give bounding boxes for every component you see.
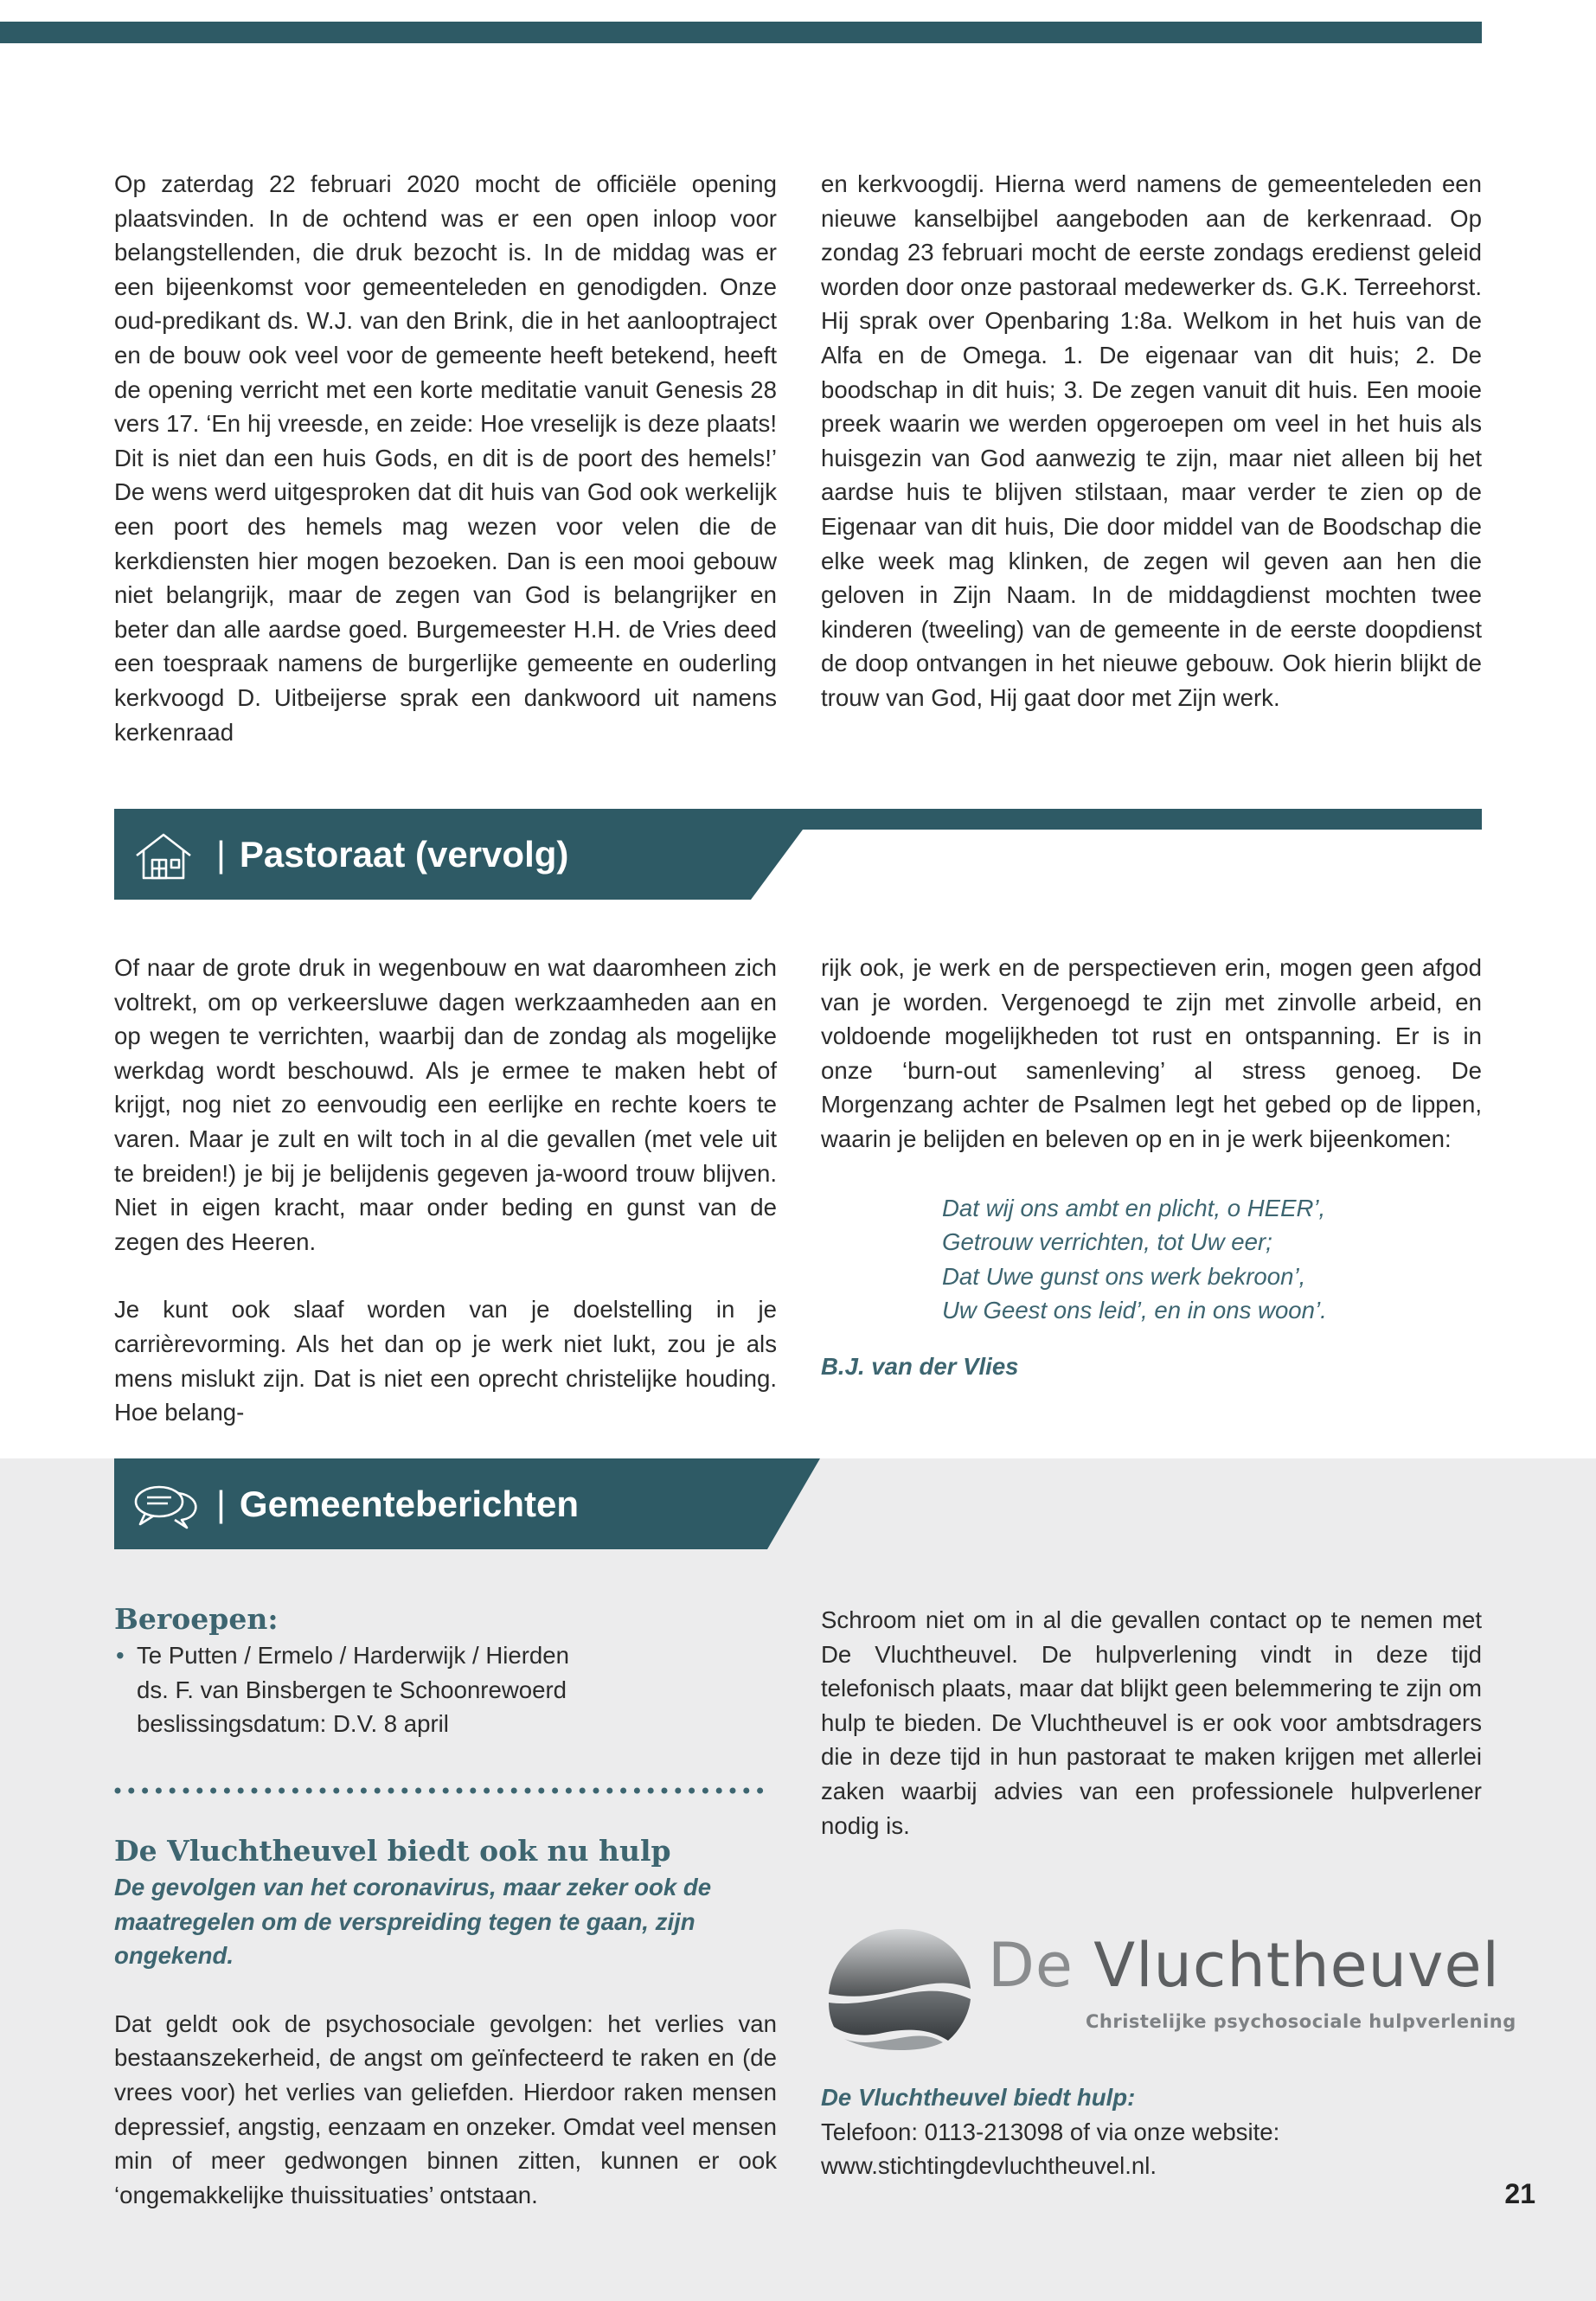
article-left-text: Op zaterdag 22 februari 2020 mocht de officiële opening plaatsvinden. In de ochtend was er een open inloop voor belangstellenden, die druk bezocht is. In de middag was er een bijeenkomst voor gemeenteleden en genodigden. Onze oud-predikant ds. W.J. van den Brink, die in het aanlooptraject en de bouw ook veel voor de gemeente heeft betekend, heeft de opening verricht met een korte meditatie vanuit Genesis 28 vers 17. ‘En hij vreesde, en zeide: Hoe vreselijk is deze plaats! Dit is niet dan een huis Gods, en dit is de poort des hemels!’ De wens werd uitgesproken dat dit huis van God ook werkelijk een poort des hemels mag wezen voor velen die de kerkdiensten hier mogen bezoeken. Dan is een mooi gebouw niet belangrijk, maar de zegen van God is belangrijker en beter dan alle aardse goed. Burgemeester H.H. de Vries deed een toespraak namens de burgerlijke gemeente en ouderling kerkvoogd D. Uitbeijerse sprak een dankwoord uit namens kerkenraad — [114, 170, 777, 746]
vluchtheuvel-body: Dat geldt ook de psychosociale gevolgen: het verlies van bestaanszekerheid, de angst om geïnfecteerd te raken en (de vrees voor) het verlies van geliefden. Hierdoor raken mensen depressief, angstig, eenzaam en onzeker. Omdat veel mensen min of meer gedwongen binnen zitten, kunnen er ook ‘ongemakkelijke thuissituaties’ ontstaan. — [114, 2009, 777, 2208]
logo-wordmark — [988, 1930, 1500, 2001]
article-right-column — [821, 167, 1482, 715]
poem-line: Uw Geest ons leid’, en in ons woon’. — [942, 1297, 1327, 1324]
top-accent-bar — [0, 22, 1482, 43]
pastoraat-left-column — [114, 951, 777, 1430]
beroepen-list — [114, 1638, 777, 1741]
banner-title-text: Gemeenteberichten — [239, 1484, 580, 1524]
poem — [942, 1191, 1482, 1328]
dotted-divider — [114, 1785, 777, 1797]
banner-title-text: Pastoraat (vervolg) — [239, 834, 569, 875]
gemeente-banner-title — [216, 1458, 579, 1549]
gemeente-right-column — [821, 1603, 1482, 1843]
pastoraat-banner-title — [216, 809, 568, 900]
logo-wordmark-main: Vluchtheuvel — [1093, 1930, 1500, 2001]
contact-block — [821, 2080, 1482, 2183]
beroepen-line: Te Putten / Ermelo / Harderwijk / Hierden — [137, 1642, 569, 1669]
pastoraat-right-column — [821, 951, 1482, 1384]
gemeente-banner — [114, 1458, 1482, 1549]
beroepen-line: ds. F. van Binsbergen te Schoonrewoerd — [137, 1676, 567, 1703]
article-left-column — [114, 167, 777, 749]
contact-phone: Telefoon: 0113-213098 of via onze website: — [821, 2118, 1280, 2145]
beroepen-item — [114, 1638, 777, 1741]
banner-separator: | — [216, 834, 226, 875]
pastoraat-right-paragraph: rijk ook, je werk en de perspectieven erin, mogen geen afgod van je worden. Vergenoegd te zijn met zinvolle arbeid, en voldoende mogelijkheden tot rust en ontspanning. Er is in onze ‘burn-out samenleving’ al stress genoeg. De Morgenzang achter de Psalmen legt het gebed op de lippen, waarin je belijden en beleven op en in je werk bijeenkomen: — [821, 954, 1482, 1152]
vluchtheuvel-column — [114, 1832, 777, 2212]
pastoraat-left-paragraph-2: Je kunt ook slaaf worden van je doelstelling in je carrièrevorming. Als het dan op je werk niet lukt, zou je als mens mislukt zijn. Dat is niet een oprecht christelijke houding. Hoe belang- — [114, 1296, 777, 1426]
banner-separator: | — [216, 1484, 226, 1524]
author-signature: B.J. van der Vlies — [821, 1352, 1019, 1380]
gemeente-left-column — [114, 1600, 777, 1741]
poem-line: Dat wij ons ambt en plicht, o HEER’, — [942, 1194, 1326, 1221]
article-right-text: en kerkvoogdij. Hierna werd namens de gemeenteleden een nieuwe kanselbijbel aangeboden aan de kerkenraad. Op zondag 23 februari mocht de eerste zondags eredienst geleid worden door onze pastoraal medewerker ds. G.K. Terreehorst. Hij sprak over Openbaring 1:8a. Welkom in het huis van de Alfa en de Omega. 1. De eigenaar van dit huis; 2. De boodschap in dit huis; 3. De zegen vanuit dit huis. Een mooie preek waarin we werden opgeroepen om veel in het huis als huisgezin van God aanwezig te zijn, maar niet alleen bij het aardse huis te blijven stilstaan, maar verder te zien op de Eigenaar van dit huis, Die door middel van de Boodschap die elke week mag klinken, de zegen wil geven aan hen die geloven in Zijn Naam. In de middagdienst mochten twee kinderen (tweeling) van de gemeente in de eerste doopdienst de doop ontvangen in het nieuwe gebouw. Ook hierin blijkt de trouw van God, Hij gaat door met Zijn werk. — [821, 170, 1482, 711]
beroepen-line: beslissingsdatum: D.V. 8 april — [137, 1710, 449, 1738]
gemeente-right-body: Schroom niet om in al die gevallen contact op te nemen met De Vluchtheuvel. De hulpverlening vindt in deze tijd telefonisch plaats, maar dat blijkt geen belemmering te zijn om hulp te bieden. De Vluchtheuvel is er ook voor ambtsdragers die in deze tijd in hun pastoraat te maken krijgen met allerlei zaken waarbij advies van een professionele hulpverlener nodig is. — [821, 1606, 1482, 1839]
logo-wordmark-prefix: De — [988, 1930, 1094, 2001]
contact-heading: De Vluchtheuvel biedt hulp: — [821, 2084, 1136, 2111]
contact-website: www.stichtingdevluchtheuvel.nl. — [821, 2152, 1157, 2180]
pastoraat-banner — [114, 809, 1482, 900]
page-number: 21 — [1504, 2178, 1535, 2209]
house-icon — [133, 831, 194, 881]
pastoraat-left-paragraph-1: Of naar de grote druk in wegenbouw en wat daaromheen zich voltrekt, om op verkeersluwe dagen werkzaamheden aan en op wegen te verrichten, waarbij dan de zondag als mogelijke werkdag wordt beschouwd. Als je ermee te maken hebt of krijgt, nog niet zo eenvoudig een eerlijke en rechte koers te varen. Maar je zult en wilt toch in al die gevallen (met vele uit te breiden!) je bij je belijdenis gegeven ja-woord trouw blijven. Niet in eigen kracht, maar onder beding en gunst van de zegen des Heeren. — [114, 954, 777, 1255]
logo-emblem — [822, 1925, 977, 2050]
poem-line: Dat Uwe gunst ons werk bekroon’, — [942, 1262, 1306, 1290]
bullet-marker: • — [116, 1642, 125, 1669]
vluchtheuvel-logo — [822, 1925, 1516, 2050]
poem-line: Getrouw verrichten, tot Uw eer; — [942, 1228, 1272, 1256]
speech-bubbles-icon — [133, 1481, 194, 1531]
beroepen-heading: Beroepen: — [114, 1602, 279, 1636]
vluchtheuvel-heading: De Vluchtheuvel biedt ook nu hulp — [114, 1834, 671, 1868]
logo-tagline: Christelijke psychosociale hulpverlening — [1086, 2011, 1516, 2032]
vluchtheuvel-intro: De gevolgen van het coronavirus, maar zeker ook de maatregelen om de verspreiding tegen te gaan, zijn ongekend. — [114, 1874, 712, 1970]
